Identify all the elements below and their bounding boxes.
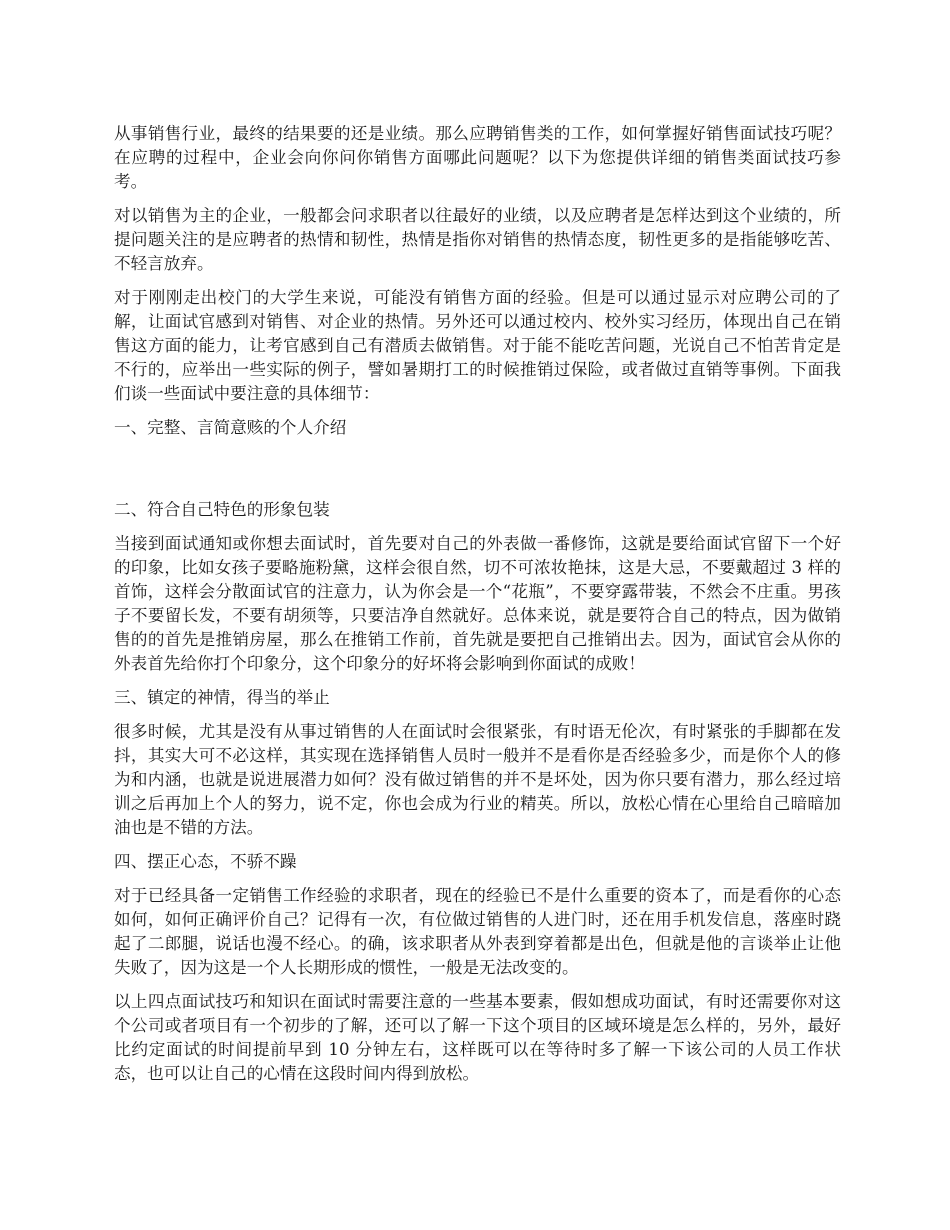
enterprise-paragraph: 对以销售为主的企业，一般都会问求职者以往最好的业绩，以及应聘者是怎样达到这个业绩的，所提问题关注的是应聘者的热情和韧性，热情是指你对销售的热情态度，韧性更多的是指能够吃苦、不轻言放弃。 [114,206,841,273]
graduate-paragraph: 对于刚刚走出校门的大学生来说，可能没有销售方面的经验。但是可以通过显示对应聘公司的了解，让面试官感到对销售、对企业的热情。另外还可以通过校内、校外实习经历，体现出自己在销售这方面的能力，让考官感到自己有潜质去做销售。对于能不能吃苦问题，光说自己不怕苦肯定是不行的，应举出一些实际的例子，譬如暑期打工的时候推销过保险，或者做过直销等事例。下面我们谈一些面试中要注意的具体细节： [114,288,841,403]
composure-paragraph: 很多时候，尤其是没有从事过销售的人在面试时会很紧张，有时语无伦次，有时紧张的手脚都在发抖，其实大可不必这样，其实现在选择销售人员时一般并不是看你是否经验多少，而是你个人的修为和内涵，也就是说进展潜力如何？没有做过销售的并不是坏处，因为你只要有潜力，那么经过培训之后再加上个人的努力，说不定，你也会成为行业的精英。所以，放松心情在心里给自己暗暗加油也是不错的方法。 [114,722,841,837]
attitude-paragraph: 对于已经具备一定销售工作经验的求职者，现在的经验已不是什么重要的资本了，而是看你的心态如何，如何正确评价自己？记得有一次，有位做过销售的人进门时，还在用手机发信息，落座时跷起了二郎腿，说话也漫不经心。的确，该求职者从外表到穿着都是出色，但就是他的言谈举止让他失败了，因为这是一个人长期形成的惯性，一般是无法改变的。 [114,886,841,977]
section-heading-3: 三、镇定的神情，得当的举止 [114,688,330,707]
section-heading-1: 一、完整、言简意赅的个人介绍 [114,418,347,437]
document-body [114,122,841,1086]
intro-paragraph: 从事销售行业，最终的结果要的还是业绩。那么应聘销售类的工作，如何掌握好销售面试技巧呢？在应聘的过程中，企业会向你问你销售方面哪此问题呢？以下为您提供详细的销售类面试技巧参考。 [114,124,841,191]
appearance-paragraph: 当接到面试通知或你想去面试时，首先要对自己的外表做一番修饰，这就是要给面试官留下一个好的印象，比如女孩子要略施粉黛，这样会很自然，切不可浓妆艳抹，这是大忌，不要戴超过 3 样的首饰，这样会分散面试官的注意力，认为你会是一个“花瓶”，不要穿露带装，不然会不庄重。男孩子不要留长发，不要有胡须等，只要洁净自然就好。总体来说，就是要符合自己的特点，因为做销售的的首先是推销房屋，那么在推销工作前，首先就是要把自己推销出去。因为，面试官会从你的外表首先给你打个印象分，这个印象分的好坏将会影响到你面试的成败！ [114,534,841,673]
section-heading-4: 四、摆正心态，不骄不躁 [114,852,297,871]
conclusion-paragraph: 以上四点面试技巧和知识在面试时需要注意的一些基本要素，假如想成功面试，有时还需要你对这个公司或者项目有一个初步的了解，还可以了解一下这个项目的区域环境是怎么样的，另外，最好比约定面试的时间提前早到 10 分钟左右，这样既可以在等待时多了解一下该公司的人员工作状态，也可以让自己的心情在这段时间内得到放松。 [114,992,841,1083]
section-heading-2: 二、符合自己特色的形象包装 [114,500,330,519]
